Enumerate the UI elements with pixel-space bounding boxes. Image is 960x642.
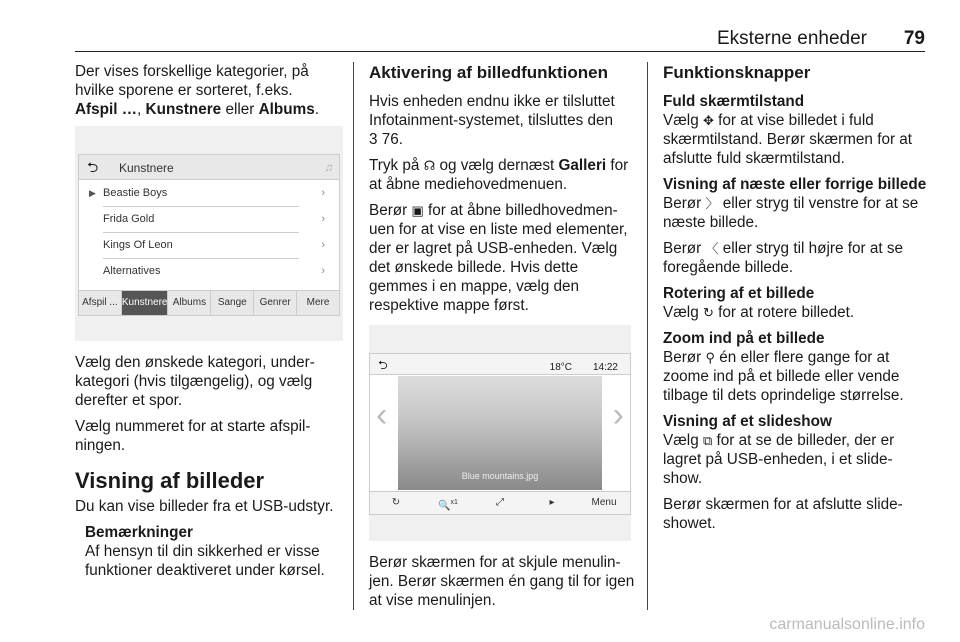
category-albums: Albums bbox=[258, 101, 315, 118]
artists-screenshot bbox=[75, 126, 343, 341]
paragraph: Berør skærmen for at skjule menulin-jen. Berør skærmen én gang til for igen at vise menulinjen. bbox=[369, 554, 635, 609]
section-heading: Visning af billeder bbox=[75, 468, 265, 493]
paragraph: Hvis enheden endnu ikke er tilsluttet Infotainment-systemet, tilsluttes den 3 76. bbox=[369, 93, 615, 148]
category-tabs bbox=[79, 290, 339, 315]
paragraph: Berør ▣ for at åbne billedhovedmen-uen for at vise en liste med elementer, der er lagret på USB-enheden. Vælg det ønskede billede. Hvis dette gemmes i en mappe, vælg den respektive mappe først. bbox=[369, 202, 628, 314]
note-text: Af hensyn til din sikkerhed er visse funktioner deaktiveret under kørsel. bbox=[85, 543, 325, 579]
list-item[interactable]: Frida Gold › bbox=[103, 207, 299, 233]
paragraph: Vælg ↻ for at rotere billedet. bbox=[663, 304, 855, 321]
list-item[interactable]: Kings Of Leon › bbox=[103, 233, 299, 259]
paragraph: Berør 〈 eller stryg til højre for at se foregående billede. bbox=[663, 240, 903, 276]
slideshow-icon[interactable]: ▸ bbox=[549, 497, 555, 508]
screen-title: Kunstnere bbox=[119, 161, 174, 175]
list-item[interactable]: ▶ Beastie Boys › bbox=[103, 181, 299, 207]
galleri-label: Galleri bbox=[558, 157, 607, 174]
watermark: carmanualsonline.info bbox=[769, 616, 925, 633]
previous-arrow-icon[interactable]: ‹ bbox=[376, 396, 388, 434]
play-icon: ▶ bbox=[89, 188, 96, 198]
tab-sange[interactable]: Sange bbox=[211, 291, 254, 315]
paragraph: Berør skærmen for at afslutte slide-showet. bbox=[663, 496, 903, 532]
chevron-left-icon: 〈 bbox=[705, 241, 719, 256]
home-icon: ☊ bbox=[423, 158, 436, 173]
section-heading: Funktionsknapper bbox=[663, 63, 811, 82]
chevron-right-icon: › bbox=[321, 213, 325, 225]
fullscreen-icon[interactable]: ⤢ bbox=[496, 497, 504, 508]
screen-top-bar bbox=[370, 354, 630, 375]
chevron-right-icon: › bbox=[321, 265, 325, 277]
page-reference: 3 76. bbox=[369, 131, 404, 148]
paragraph: Vælg nummeret for at starte afspil-ningen. bbox=[75, 418, 311, 454]
note-title: Bemærkninger bbox=[85, 524, 193, 541]
temperature: 18°C bbox=[549, 362, 572, 373]
back-icon[interactable]: ⮌ bbox=[87, 159, 99, 175]
category-afspil: Afspil … bbox=[75, 101, 138, 118]
note-block bbox=[85, 523, 343, 580]
subheading: Fuld skærmtilstand bbox=[663, 93, 805, 110]
section-title: Eksterne enheder bbox=[717, 28, 867, 49]
left-column bbox=[75, 62, 343, 580]
picture-caption: Blue mountains.jpg bbox=[461, 471, 539, 481]
paragraph: Vælg den ønskede kategori, under-kategori (hvis tilgængelig), og vælg derefter et spor. bbox=[75, 354, 315, 409]
paragraph: Vælg ⧉ for at se de billeder, der er lagret på USB-enheden, i et slide-show. bbox=[663, 432, 895, 487]
rotate-icon: ↻ bbox=[702, 305, 714, 320]
subheading: Rotering af et billede bbox=[663, 285, 815, 302]
intro-paragraph: Der vises forskellige kategorier, på hvilke sporene er sorteret, f.eks. Afspil …, Kunstnere eller Albums. bbox=[75, 63, 319, 118]
picture-area[interactable] bbox=[398, 376, 602, 490]
tab-genrer[interactable]: Genrer bbox=[254, 291, 297, 315]
fullscreen-icon: ✥ bbox=[702, 113, 714, 128]
next-arrow-icon[interactable]: › bbox=[612, 396, 624, 434]
paragraph: Berør 〉 eller stryg til venstre for at se næste billede. bbox=[663, 195, 919, 231]
column-divider bbox=[353, 62, 354, 610]
paragraph: Tryk på ☊ og vælg dernæst Galleri for at åbne mediehovedmenuen. bbox=[369, 157, 629, 193]
category-kunstnere: Kunstnere bbox=[145, 101, 222, 118]
subheading: Visning af et slideshow bbox=[663, 413, 832, 430]
right-column bbox=[663, 62, 928, 540]
list-item[interactable]: Alternatives › bbox=[103, 259, 299, 284]
paragraph: Berør ⚲ én eller flere gange for at zoome ind på et billede eller vende tilbage til dets oprindelige størrelse. bbox=[663, 349, 904, 404]
infotainment-screen bbox=[78, 154, 340, 316]
zoom-icon[interactable]: 🔍$^{x1}$ bbox=[438, 499, 458, 512]
chevron-right-icon: 〉 bbox=[705, 196, 719, 211]
screen-top-bar bbox=[79, 155, 339, 180]
picture-icon: ▣ bbox=[411, 203, 424, 218]
slideshow-icon: ⧉ bbox=[702, 433, 713, 448]
back-icon[interactable]: ⮌ bbox=[378, 358, 388, 372]
middle-column bbox=[369, 62, 637, 617]
clock: 14:22 bbox=[592, 362, 618, 373]
paragraph: Du kan vise billeder fra et USB-udstyr. bbox=[75, 498, 334, 515]
menu-button[interactable]: Menu bbox=[591, 497, 617, 508]
tab-mere[interactable]: Mere bbox=[306, 297, 330, 308]
subheading: Visning af næste eller forrige billede bbox=[663, 176, 927, 193]
page-number: 79 bbox=[903, 28, 925, 49]
music-note-icon: ♫ bbox=[324, 162, 333, 174]
zoom-icon: ⚲ bbox=[705, 350, 716, 365]
section-heading: Aktivering af billedfunktionen bbox=[369, 63, 608, 82]
tab-albums[interactable]: Albums bbox=[168, 291, 211, 315]
rotate-icon[interactable]: ↻ bbox=[391, 497, 401, 508]
gallery-screenshot bbox=[369, 325, 631, 541]
tab-afspil[interactable]: Afspil ... bbox=[79, 291, 122, 315]
artist-list bbox=[79, 181, 339, 284]
subheading: Zoom ind på et billede bbox=[663, 330, 825, 347]
tab-kunstnere[interactable]: Kunstnere bbox=[122, 291, 169, 315]
paragraph: Vælg ✥ for at vise billedet i fuld skærmtilstand. Berør skærmen for at afslutte fuld skærmtilstand. bbox=[663, 112, 913, 167]
screen-menu-bar bbox=[370, 491, 630, 514]
page-header bbox=[75, 28, 925, 50]
column-divider bbox=[647, 62, 648, 610]
header-rule bbox=[75, 51, 925, 52]
infotainment-screen bbox=[369, 353, 631, 515]
chevron-right-icon: › bbox=[321, 239, 325, 251]
chevron-right-icon: › bbox=[321, 187, 325, 199]
